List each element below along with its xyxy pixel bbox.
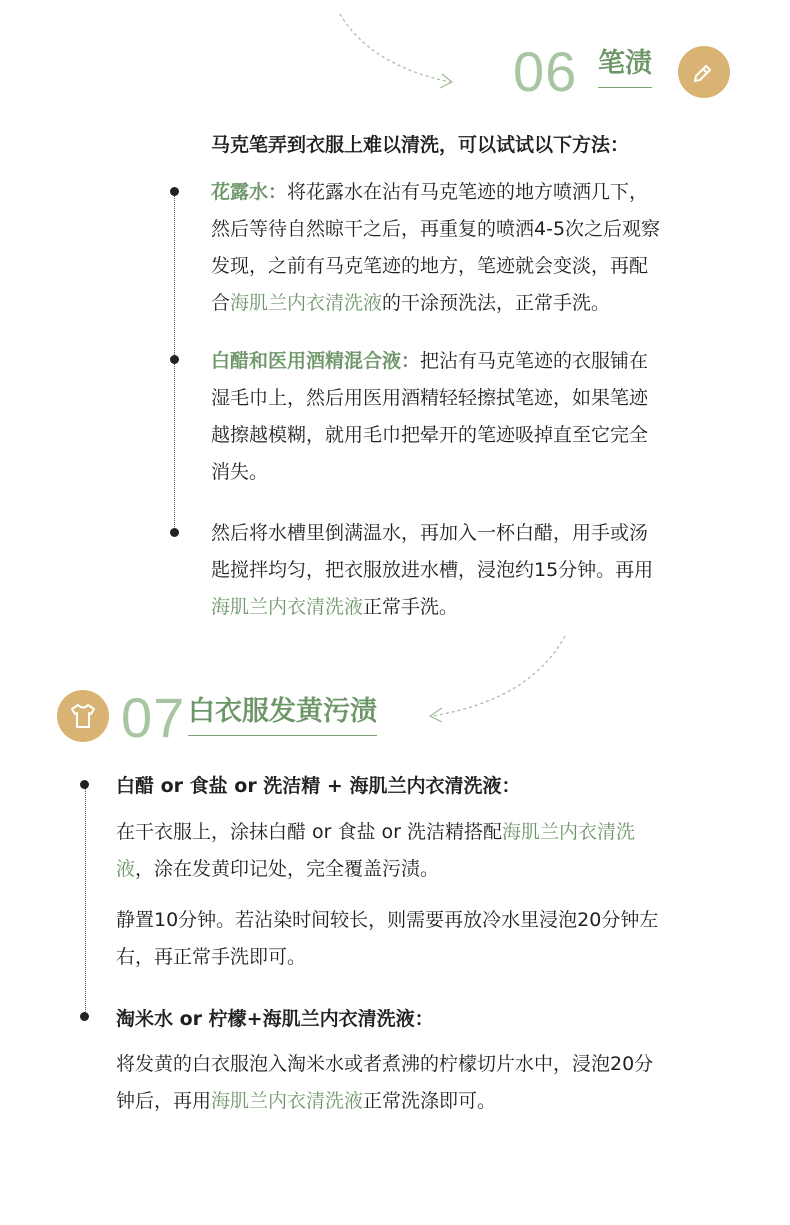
group-text: 在干衣服上，涂抹白醋 or 食盐 or 洗洁精搭配 <box>116 821 503 843</box>
pencil-icon <box>691 59 717 85</box>
section-07-group-1-para-2: 静置10分钟。若沾染时间较长，则需要再放冷水里浸泡20分钟左右，再正常手洗即可。 <box>116 909 659 968</box>
section-07-group-1-heading: 白醋 or 食盐 or 洗洁精 + 海肌兰内衣清洗液： <box>116 775 521 797</box>
section-06-timeline <box>174 195 175 535</box>
section-07-number: 07 <box>121 686 186 749</box>
section-06-item-1 <box>211 174 661 322</box>
brand-name: 海肌兰内衣清洗液 <box>211 596 364 618</box>
item-label: 花露水： <box>211 181 288 203</box>
bullet-dot <box>80 1012 89 1021</box>
section-06-item-3 <box>211 515 661 626</box>
group-text-end: 正常洗涤即可。 <box>363 1090 497 1112</box>
section-07-title: 白衣服发黄污渍 <box>188 698 377 736</box>
item-text-end: 正常手洗。 <box>363 596 459 618</box>
section-07-group-2-heading: 淘米水 or 柠檬+海肌兰内衣清洗液： <box>116 1008 434 1030</box>
bullet-dot <box>170 528 179 537</box>
group-text: 将发黄的白衣服泡入淘米水或者煮沸的柠檬切片水中，浸泡20分钟后，再用 <box>116 1053 654 1112</box>
item-text-end: 的干涂预洗法，正常手洗。 <box>382 292 611 314</box>
section-06-title: 笔渍 <box>598 50 652 88</box>
item-label: 白醋和医用酒精混合液： <box>211 350 421 372</box>
tshirt-icon <box>68 702 98 730</box>
bullet-dot <box>170 355 179 364</box>
item-text: 将花露水在沾有马克笔迹的地方喷洒几下，然后等待自然晾干之后，再重复的喷洒4-5次之后观察发现，之前有马克笔迹的地方，笔迹就会变淡，再配合 <box>211 181 661 314</box>
section-07-group-2-para-1 <box>116 1046 661 1120</box>
item-text: 把沾有马克笔迹的衣服铺在湿毛巾上，然后用医用酒精轻轻擦拭笔迹，如果笔迹越擦越模糊，就用毛巾把晕开的笔迹吸掉直至它完全消失。 <box>211 350 649 483</box>
section-07-badge <box>57 690 109 742</box>
brand-name: 海肌兰内衣清洗液 <box>116 821 636 880</box>
section-06-number: 06 <box>513 40 578 103</box>
bullet-dot <box>80 780 89 789</box>
group-text-end: ，涂在发黄印记处，完全覆盖污渍。 <box>135 858 440 880</box>
section-07-timeline <box>85 788 86 1016</box>
section-06-intro: 马克笔弄到衣服上难以清洗，可以试试以下方法： <box>211 134 630 156</box>
bullet-dot <box>170 187 179 196</box>
top-dashed-arrow <box>330 10 470 100</box>
middle-dashed-arrow <box>420 630 580 730</box>
section-06-badge <box>678 46 730 98</box>
section-06-item-2 <box>211 343 661 491</box>
brand-name: 海肌兰内衣清洗液 <box>230 292 383 314</box>
item-text: 然后将水槽里倒满温水，再加入一杯白醋，用手或汤匙搅拌均匀，把衣服放进水槽，浸泡约15分钟。再用 <box>211 522 654 581</box>
section-07-group-1-para-1 <box>116 814 661 888</box>
brand-name: 海肌兰内衣清洗液 <box>211 1090 364 1112</box>
